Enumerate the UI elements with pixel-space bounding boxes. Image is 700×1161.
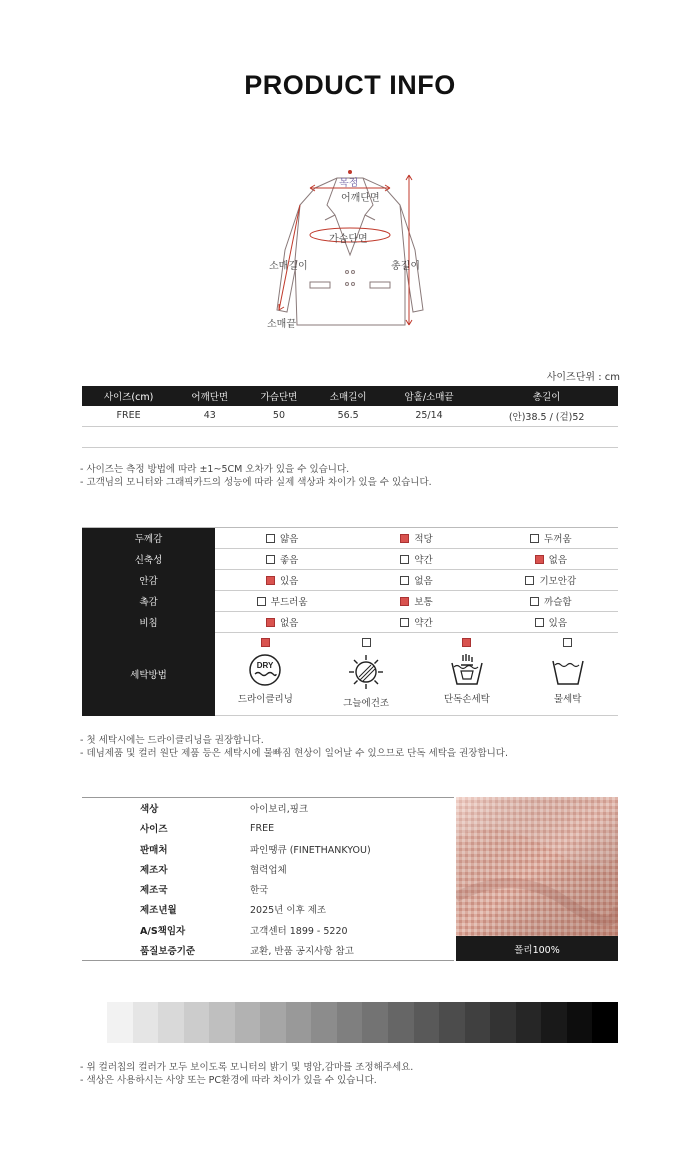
info-value: FREE	[250, 822, 275, 834]
attribute-option	[400, 594, 432, 608]
attribute-option	[266, 531, 298, 545]
option-checkbox[interactable]	[266, 534, 275, 543]
wash-label: 단독손세탁	[443, 694, 490, 705]
note-line: - 색상은 사용하시는 사양 또는 PC환경에 따라 차이가 있을 수 있습니다.	[80, 1075, 377, 1086]
option-checkbox[interactable]	[400, 618, 409, 627]
size-header-cell: 사이즈(cm)	[82, 386, 175, 406]
gray-swatch	[209, 1002, 235, 1043]
info-key: A/S책임자	[140, 925, 186, 937]
option-label: 얇음	[279, 534, 299, 545]
note-line: - 위 컬러칩의 컬러가 모두 보이도록 모니터의 밝기 및 명암,감마를 조정해주세요.	[80, 1062, 414, 1073]
gray-swatch	[541, 1002, 567, 1043]
table-row	[82, 879, 454, 899]
size-header-cell: 소매길이	[314, 386, 383, 406]
gray-swatch	[439, 1002, 465, 1043]
attribute-option	[266, 615, 298, 629]
table-row	[82, 899, 454, 919]
attribute-table	[82, 527, 618, 716]
gray-swatch	[260, 1002, 286, 1043]
size-header-cell: 가슴단면	[244, 386, 313, 406]
size-unit-label: 사이즈단위 : cm	[546, 372, 620, 383]
attribute-option	[400, 615, 432, 629]
option-label: 좋음	[279, 555, 299, 566]
attribute-option	[530, 531, 572, 545]
option-label: 부드러움	[270, 597, 308, 608]
info-value: 고객센터 1899 - 5220	[250, 925, 348, 937]
gray-swatch	[311, 1002, 337, 1043]
attribute-label: 안감	[82, 570, 215, 591]
attribute-option	[266, 573, 298, 587]
neck-point-label: 목점	[339, 178, 359, 189]
info-value: 한국	[250, 885, 269, 897]
info-key: 제조년월	[140, 905, 177, 917]
note-line: - 사이즈는 측정 방법에 따라 ±1~5CM 오차가 있을 수 있습니다.	[80, 464, 350, 475]
jacket-diagram	[255, 160, 445, 340]
attribute-label: 신축성	[82, 549, 215, 570]
cuff-label: 소매끝	[267, 319, 296, 330]
option-checkbox[interactable]	[257, 597, 266, 606]
option-label: 있음	[548, 618, 567, 629]
color-notes	[80, 1061, 413, 1087]
option-label: 두꺼움	[544, 534, 572, 545]
gray-swatch	[337, 1002, 363, 1043]
info-value: 2025년 이후 제조	[250, 905, 327, 917]
option-label: 보통	[414, 597, 433, 608]
size-header-cell: 총길이	[475, 386, 618, 406]
option-label: 없음	[414, 576, 433, 587]
attribute-option	[530, 594, 572, 608]
gray-swatch	[516, 1002, 542, 1043]
size-cell: 43	[175, 406, 244, 426]
option-checkbox[interactable]	[525, 576, 534, 585]
option-label: 없음	[279, 618, 299, 629]
info-key: 사이즈	[140, 824, 168, 836]
wash-item-shade-dry	[316, 633, 417, 715]
note-line: - 고객님의 모니터와 그래픽카드의 성능에 따라 실제 색상과 차이가 있을 수 있습니다.	[80, 477, 432, 488]
washing-label: 세탁방법	[82, 633, 215, 716]
size-cell: 50	[244, 406, 313, 426]
gray-swatch	[133, 1002, 159, 1043]
grayscale-color-chart	[107, 1002, 618, 1043]
sleeve-length-label: 소매길이	[269, 261, 308, 272]
info-value: 협력업체	[250, 864, 287, 876]
gray-swatch	[158, 1002, 184, 1043]
attribute-option	[257, 594, 308, 608]
option-checkbox[interactable]	[535, 618, 544, 627]
info-key: 제조국	[140, 885, 168, 897]
attribute-row	[82, 591, 618, 612]
note-line: - 데님제품 및 컬러 원단 제품 등은 세탁시에 물빠짐 현상이 일어날 수 있으므로 단독 세탁을 권장합니다.	[80, 748, 509, 759]
info-key: 색상	[140, 804, 159, 816]
info-value: 교환, 반품 공지사항 참고	[250, 945, 354, 957]
attribute-label: 비침	[82, 612, 215, 633]
info-key: 제조자	[140, 864, 168, 876]
wash-checkbox[interactable]	[563, 638, 572, 647]
info-value: 아이보리,핑크	[250, 804, 309, 816]
fabric-texture	[456, 797, 618, 936]
size-cell: FREE	[82, 406, 175, 426]
hand-wash-icon	[449, 653, 485, 687]
wash-item-dry-clean	[215, 633, 316, 715]
wash-checkbox[interactable]	[462, 638, 471, 647]
wash-item-hand-wash	[417, 633, 518, 715]
wash-label: 물세탁	[553, 694, 582, 705]
size-cell: 56.5	[314, 406, 383, 426]
gray-swatch	[465, 1002, 491, 1043]
option-checkbox[interactable]	[400, 597, 409, 606]
option-label: 까슬함	[544, 597, 572, 608]
info-key: 품질보증기준	[140, 945, 196, 957]
size-header-cell: 어깨단면	[175, 386, 244, 406]
fabric-swatch-image	[456, 797, 618, 936]
attribute-row	[82, 549, 618, 570]
option-label: 약간	[414, 555, 433, 566]
washing-row	[82, 633, 618, 716]
option-checkbox[interactable]	[266, 555, 275, 564]
attribute-option	[400, 552, 432, 566]
attribute-option	[400, 531, 432, 545]
product-info-table	[82, 797, 454, 961]
gray-swatch	[490, 1002, 516, 1043]
wash-checkbox[interactable]	[261, 638, 270, 647]
option-checkbox[interactable]	[266, 618, 275, 627]
dry-text: DRY	[257, 661, 274, 670]
attribute-option	[535, 615, 567, 629]
option-checkbox[interactable]	[530, 597, 539, 606]
option-checkbox[interactable]	[266, 576, 275, 585]
page-title: PRODUCT INFO	[244, 70, 456, 100]
attribute-option	[266, 552, 298, 566]
note-line: - 첫 세탁시에는 드라이클리닝을 권장합니다.	[80, 735, 264, 746]
wash-label: 그늘에건조	[343, 698, 390, 709]
wash-notes	[80, 734, 508, 760]
table-row	[82, 940, 454, 960]
gray-swatch	[184, 1002, 210, 1043]
attribute-row	[82, 570, 618, 591]
dry-clean-icon	[248, 653, 282, 687]
info-value: 파인땡큐 (FINETHANKYOU)	[250, 844, 371, 856]
table-row	[82, 839, 454, 859]
gray-swatch	[107, 1002, 133, 1043]
gray-swatch	[592, 1002, 618, 1043]
gray-swatch	[286, 1002, 312, 1043]
wash-label: 드라이클리닝	[237, 694, 293, 705]
water-wash-icon	[550, 653, 586, 687]
shoulder-width-label: 어깨단면	[341, 193, 380, 204]
size-cell: (안)38.5 / (겉)52	[475, 406, 618, 426]
attribute-option	[400, 573, 432, 587]
size-cell: 25/14	[383, 406, 476, 426]
attribute-label: 두께감	[82, 528, 215, 549]
gray-swatch	[567, 1002, 593, 1043]
shade-dry-icon	[347, 653, 385, 691]
option-checkbox[interactable]	[535, 555, 544, 564]
option-checkbox[interactable]	[400, 534, 409, 543]
attribute-option	[535, 552, 567, 566]
attribute-option	[525, 573, 576, 587]
fabric-composition-label: 폴리100%	[456, 936, 618, 961]
table-row	[82, 920, 454, 940]
option-label: 기모안감	[539, 576, 577, 587]
option-checkbox[interactable]	[400, 576, 409, 585]
option-label: 없음	[548, 555, 567, 566]
total-length-label: 총길이	[391, 261, 420, 272]
option-label: 있음	[279, 576, 299, 587]
option-checkbox[interactable]	[530, 534, 539, 543]
table-row	[82, 818, 454, 838]
wash-item-water-wash	[517, 633, 618, 715]
gray-swatch	[235, 1002, 261, 1043]
option-label: 약간	[414, 618, 433, 629]
gray-swatch	[388, 1002, 414, 1043]
wash-checkbox[interactable]	[362, 638, 371, 647]
info-key: 판매처	[140, 844, 168, 856]
table-row-empty	[82, 426, 618, 447]
table-row	[82, 798, 454, 818]
gray-swatch	[414, 1002, 440, 1043]
attribute-label: 촉감	[82, 591, 215, 612]
size-table	[82, 386, 618, 448]
gray-swatch	[362, 1002, 388, 1043]
attribute-row	[82, 612, 618, 633]
size-table-header	[82, 386, 618, 406]
option-label: 적당	[414, 534, 433, 545]
attribute-row	[82, 528, 618, 549]
washing-methods	[215, 633, 618, 715]
table-row	[82, 406, 618, 426]
size-notes	[80, 463, 432, 489]
size-header-cell: 암홀/소매끝	[383, 386, 476, 406]
table-row	[82, 859, 454, 879]
option-checkbox[interactable]	[400, 555, 409, 564]
chest-width-label: 가슴단면	[329, 234, 368, 245]
